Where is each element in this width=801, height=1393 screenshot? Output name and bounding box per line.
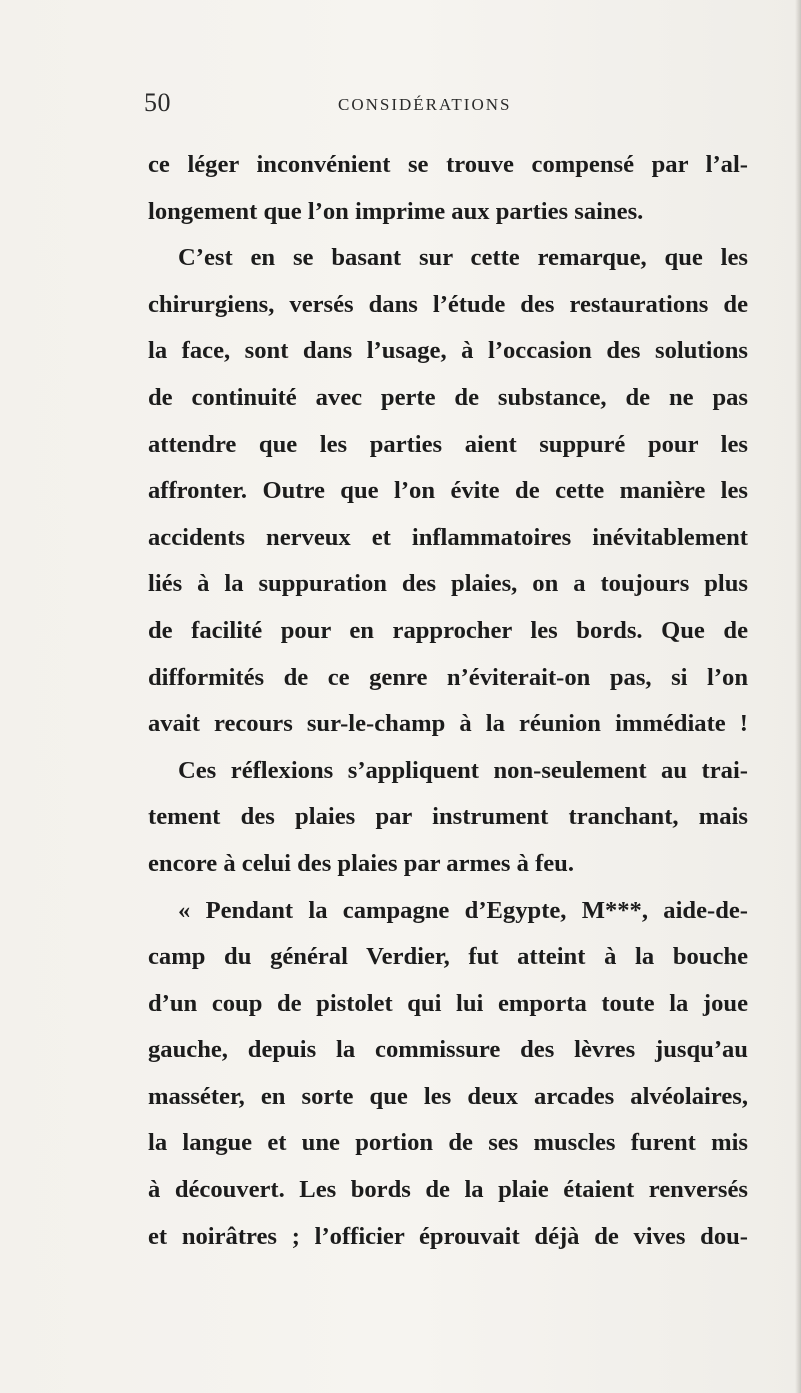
text-line: et noirâtres ; l’officier éprouvait déjà de vives dou- — [148, 1222, 748, 1250]
text-line: masséter, en sorte que les deux arcades alvéolaires, — [148, 1082, 748, 1110]
text-line: chirurgiens, versés dans l’étude des restaurations de — [148, 290, 748, 318]
text-line: tement des plaies par instrument tranchant, mais — [148, 803, 748, 831]
text-line: gauche, depuis la commissure des lèvres jusqu’au — [148, 1036, 748, 1064]
text-line: affronter. Outre que l’on évite de cette manière les — [148, 477, 748, 505]
text-line: de continuité avec perte de substance, de ne pas — [148, 383, 748, 411]
body-text — [148, 142, 748, 1260]
text-line: camp du général Verdier, fut atteint à la bouche — [148, 943, 748, 971]
text-line: Ces réflexions s’appliquent non-seulement au trai- — [178, 756, 748, 784]
text-line: avait recours sur-le-champ à la réunion immédiate ! — [148, 710, 748, 738]
text-line: difformités de ce genre n’éviterait-on pas, si l’on — [148, 663, 748, 691]
text-line: la langue et une portion de ses muscles furent mis — [148, 1129, 748, 1157]
text-line: C’est en se basant sur cette remarque, que les — [178, 244, 748, 272]
text-line: ce léger inconvénient se trouve compensé par l’al- — [148, 151, 748, 178]
text-line: d’un coup de pistolet qui lui emporta toute la joue — [148, 989, 748, 1017]
running-head: CONSIDÉRATIONS — [338, 95, 512, 114]
page-header — [144, 88, 752, 128]
page-number: 50 — [144, 88, 171, 117]
text-line: de facilité pour en rapprocher les bords. Que de — [148, 616, 748, 644]
text-line: attendre que les parties aient suppuré pour les — [148, 430, 748, 458]
text-line: accidents nerveux et inflammatoires inévitablement — [148, 523, 748, 551]
text-line: à découvert. Les bords de la plaie étaient renversés — [148, 1176, 748, 1204]
page-edge-shadow — [795, 0, 801, 1393]
text-line: la face, sont dans l’usage, à l’occasion des solutions — [148, 337, 748, 365]
text-line: longement que l’on imprime aux parties saines. — [148, 197, 644, 225]
text-line: encore à celui des plaies par armes à feu. — [148, 849, 575, 877]
text-line: liés à la suppuration des plaies, on a toujours plus — [148, 570, 748, 598]
text-line: « Pendant la campagne d’Egypte, M***, aide-de- — [178, 896, 748, 924]
